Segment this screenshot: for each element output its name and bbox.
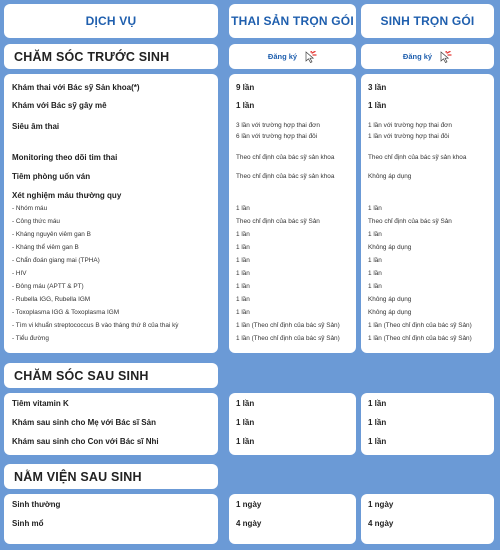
register-label-thai-san: Đăng ký	[267, 52, 298, 61]
service-label: Xét nghiệm máu thường quy	[12, 191, 122, 200]
cursor-click-icon	[436, 51, 452, 63]
sinh-value: 1 lần	[368, 399, 387, 408]
hospital-stay-services-panel	[4, 494, 218, 544]
thai-san-value: 1 lần (Theo chỉ định của bác sỹ Sản)	[236, 322, 340, 329]
header-thai-san-label: THAI SẢN TRỌN GÓI	[231, 14, 354, 28]
hospital-stay-thai-san-panel	[229, 494, 356, 544]
header-thai-san	[229, 4, 356, 38]
thai-san-value: Theo chỉ định của bác sỹ sản khoa	[236, 154, 335, 161]
thai-san-value: 1 lần	[236, 101, 255, 110]
thai-san-value: 1 lần	[236, 309, 250, 316]
sinh-value: 1 lần	[368, 101, 387, 110]
sinh-value: 1 lần	[368, 437, 387, 446]
sinh-value: Theo chỉ định của bác sỹ sản khoa	[368, 154, 467, 161]
service-label: Khám sau sinh cho Con với Bác sĩ Nhi	[12, 437, 159, 446]
sinh-value: Theo chỉ định của bác sỹ Sản	[368, 218, 452, 225]
sinh-value: Không áp dụng	[368, 244, 412, 251]
section-prenatal-label: CHĂM SÓC TRƯỚC SINH	[14, 49, 170, 64]
postnatal-services-panel	[4, 393, 218, 455]
sinh-value: 1 lần	[368, 257, 382, 264]
thai-san-value: 6 lần với trường hợp thai đôi	[236, 133, 318, 140]
thai-san-value: 1 lần	[236, 270, 250, 277]
test-label: - HIV	[12, 270, 27, 277]
test-label: - Kháng thể viêm gan B	[12, 244, 79, 251]
sinh-value: 1 ngày	[368, 500, 394, 509]
service-label: Tiêm vitamin K	[12, 399, 69, 408]
test-label: - Tìm vi khuẩn streptococcus B vào tháng thứ 8 của thai kỳ	[12, 322, 179, 329]
sinh-value: 1 lần	[368, 205, 382, 212]
sinh-value: 1 lần	[368, 231, 382, 238]
thai-san-value: 1 lần	[236, 399, 255, 408]
service-label: Khám với Bác sỹ gây mê	[12, 101, 107, 110]
header-sinh-label: SINH TRỌN GÓI	[380, 14, 475, 28]
service-label: Tiêm phòng uốn ván	[12, 172, 91, 181]
test-label: - Công thức máu	[12, 218, 60, 225]
test-label: - Tiểu đường	[12, 335, 49, 342]
section-hospital-stay-label: NẰM VIỆN SAU SINH	[14, 469, 142, 484]
thai-san-value: 1 lần	[236, 283, 250, 290]
thai-san-value: 1 lần	[236, 231, 250, 238]
prenatal-sinh-panel	[361, 74, 494, 353]
sinh-value: Không áp dụng	[368, 173, 412, 180]
thai-san-value: 1 lần	[236, 418, 255, 427]
sinh-value: 1 lần	[368, 270, 382, 277]
thai-san-value: Theo chỉ định của bác sỹ Sản	[236, 218, 320, 225]
sinh-value: Không áp dụng	[368, 296, 412, 303]
thai-san-value: 1 lần	[236, 257, 250, 264]
sinh-value: 4 ngày	[368, 519, 394, 528]
sinh-value: 1 lần với trường hợp thai đôi	[368, 133, 450, 140]
register-label-sinh: Đăng ký	[402, 52, 433, 61]
test-label: - Rubella IGG, Rubella IGM	[12, 296, 91, 303]
service-label: Sinh mổ	[12, 519, 44, 528]
section-hospital-stay-title	[4, 464, 218, 489]
thai-san-value: 1 lần (Theo chỉ định của bác sỹ Sản)	[236, 335, 340, 342]
header-sinh	[361, 4, 494, 38]
hospital-stay-sinh-panel	[361, 494, 494, 544]
section-prenatal-title	[4, 44, 218, 69]
thai-san-value: 4 ngày	[236, 519, 262, 528]
service-label: Monitoring theo dõi tim thai	[12, 153, 118, 162]
postnatal-thai-san-panel	[229, 393, 356, 455]
thai-san-value: 1 lần	[236, 296, 250, 303]
sinh-value: Không áp dụng	[368, 309, 412, 316]
section-postnatal-title	[4, 363, 218, 388]
sinh-value: 1 lần	[368, 283, 382, 290]
section-postnatal-label: CHĂM SÓC SAU SINH	[14, 368, 149, 383]
thai-san-value: 1 ngày	[236, 500, 262, 509]
sinh-value: 1 lần	[368, 418, 387, 427]
sinh-value: 3 lần	[368, 83, 387, 92]
sinh-value: 1 lần với trường hợp thai đơn	[368, 122, 452, 129]
postnatal-sinh-panel	[361, 393, 494, 455]
test-label: - Nhóm máu	[12, 205, 48, 212]
thai-san-value: 1 lần	[236, 437, 255, 446]
thai-san-value: 1 lần	[236, 205, 250, 212]
header-service	[4, 4, 218, 38]
sinh-value: 1 lần (Theo chỉ định của bác sỹ Sản)	[368, 322, 472, 329]
thai-san-value: 3 lần với trường hợp thai đơn	[236, 122, 320, 129]
service-label: Siêu âm thai	[12, 122, 60, 131]
thai-san-value: 1 lần	[236, 244, 250, 251]
sinh-value: 1 lần (Theo chỉ định của bác sỹ Sản)	[368, 335, 472, 342]
header-service-label: DỊCH VỤ	[85, 14, 137, 28]
test-label: - Toxoplasma IGG & Toxoplasma IGM	[12, 309, 120, 316]
test-label: - Đông máu (APTT & PT)	[12, 283, 84, 290]
register-button-thai-san[interactable]	[229, 44, 356, 69]
test-label: - Kháng nguyên viêm gan B	[12, 231, 91, 238]
service-label: Khám sau sinh cho Mẹ với Bác sĩ Sản	[12, 418, 156, 427]
prenatal-services-panel	[4, 74, 218, 353]
thai-san-value: Theo chỉ định của bác sỹ sản khoa	[236, 173, 335, 180]
service-label: Sinh thường	[12, 500, 61, 509]
register-button-sinh[interactable]	[361, 44, 494, 69]
service-label: Khám thai với Bác sỹ Sản khoa(*)	[12, 83, 140, 92]
cursor-click-icon	[301, 51, 317, 63]
prenatal-thai-san-panel	[229, 74, 356, 353]
thai-san-value: 9 lần	[236, 83, 255, 92]
test-label: - Chẩn đoán giang mai (TPHA)	[12, 257, 100, 264]
